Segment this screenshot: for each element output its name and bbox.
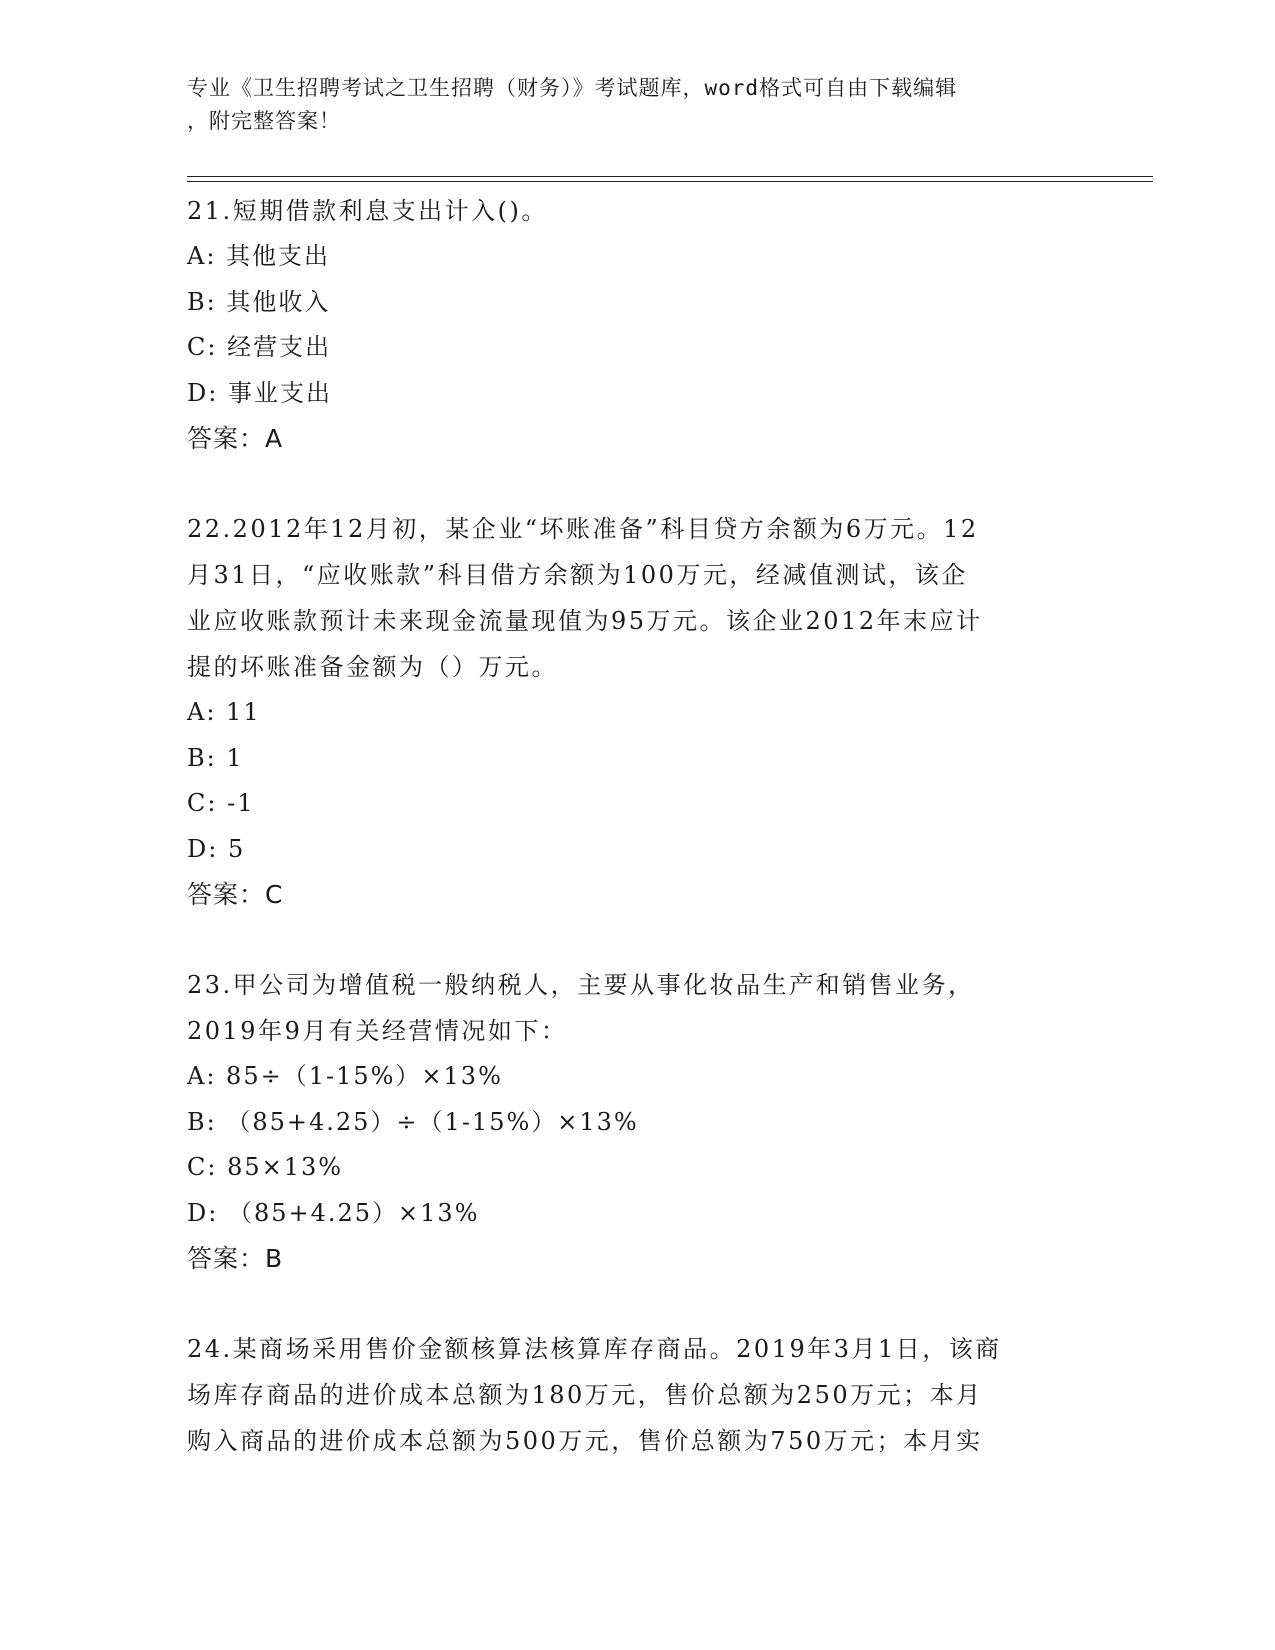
question-text: 21.短期借款利息支出计入()。: [187, 197, 548, 225]
question-list: [187, 188, 1087, 1508]
option-b: B: 其他收入: [187, 287, 331, 316]
option-b: B: （85+4.25）÷（1-15%）×13%: [187, 1107, 639, 1136]
header-line-2: ，附完整答案！: [187, 109, 341, 133]
option-d: D: 事业支出: [187, 378, 332, 407]
answer: 答案：B: [187, 1244, 284, 1273]
option-b: B: 1: [187, 743, 244, 772]
question-text: 月31日，“应收账款”科目借方余额为100万元，经减值测试，该企: [187, 561, 968, 589]
question-text: 业应收账款预计未来现金流量现值为95万元。该企业2012年末应计: [187, 607, 983, 635]
option-a: A: 85÷（1-15%）×13%: [187, 1062, 503, 1090]
question-text: 购入商品的进价成本总额为500万元，售价总额为750万元；本月实: [187, 1427, 983, 1455]
option-a: A: 其他支出: [187, 242, 331, 270]
header-divider-top: [187, 176, 1153, 177]
question-text: 提的坏账准备金额为（）万元。: [187, 653, 558, 681]
question-24: [187, 1326, 1087, 1464]
option-c: C: -1: [187, 789, 255, 817]
option-c: C: 经营支出: [187, 333, 332, 361]
question-21: [187, 188, 1087, 462]
option-a: A: 11: [187, 698, 261, 726]
answer: 答案：A: [187, 424, 284, 453]
option-d: D: 5: [187, 834, 246, 863]
question-text: 2019年9月有关经营情况如下：: [187, 1017, 568, 1045]
question-text: 22.2012年12月初，某企业“坏账准备”科目贷方余额为6万元。12: [187, 515, 979, 543]
option-d: D: （85+4.25）×13%: [187, 1198, 480, 1227]
header-line-1: 专业《卫生招聘考试之卫生招聘（财务）》考试题库，word格式可自由下载编辑: [187, 76, 958, 100]
option-c: C: 85×13%: [187, 1153, 344, 1181]
document-header: [187, 72, 1067, 138]
question-23: [187, 962, 1087, 1282]
question-text: 23.甲公司为增值税一般纳税人，主要从事化妆品生产和销售业务，: [187, 971, 975, 999]
question-text: 场库存商品的进价成本总额为180万元，售价总额为250万元；本月: [187, 1381, 983, 1409]
question-22: [187, 506, 1087, 918]
question-text: 24.某商场采用售价金额核算法核算库存商品。2019年3月1日，该商: [187, 1335, 1002, 1363]
answer: 答案：C: [187, 880, 284, 909]
header-divider-bottom: [187, 181, 1153, 182]
